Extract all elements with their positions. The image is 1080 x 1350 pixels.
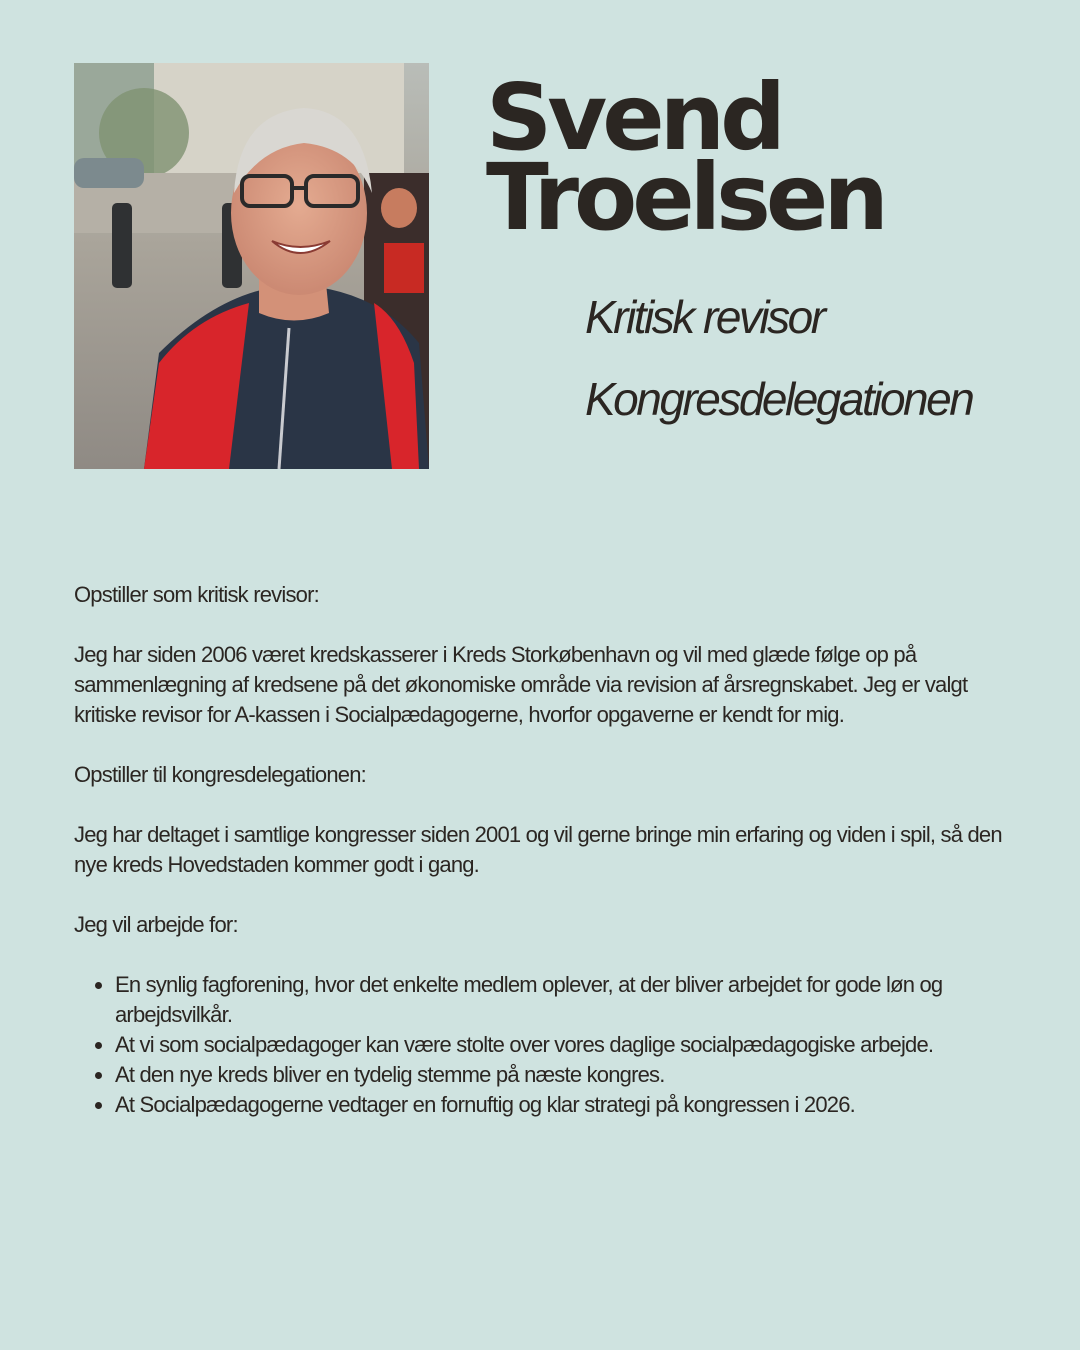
candidate-name xyxy=(486,64,884,251)
candidate-statement xyxy=(74,580,1009,1120)
goal-item: • At den nye kreds bliver en tydelig stemme på næste kongres. xyxy=(115,1060,1009,1090)
heading-kongres: Opstiller til kongresdelegationen: xyxy=(74,762,366,787)
heading-revisor: Opstiller som kritisk revisor: xyxy=(74,582,319,607)
portrait-image xyxy=(74,63,429,469)
roles-list xyxy=(585,288,972,452)
role-kritisk-revisor: Kritisk revisor xyxy=(585,291,824,343)
goal-item: • En synlig fagforening, hvor det enkelte medlem oplever, at der bliver arbejdet for gode løn og arbejdsvilkår. xyxy=(115,970,1009,1030)
profile-photo xyxy=(74,63,429,469)
goal-item: • At vi som socialpædagoger kan være stolte over vores daglige socialpædagogiske arbejde. xyxy=(115,1030,1009,1060)
last-name: Troelsen xyxy=(486,144,884,251)
goals-list xyxy=(74,970,1009,1120)
paragraph-kongres: Jeg har deltaget i samtlige kongresser siden 2001 og vil gerne bringe min erfaring og viden i spil, så den nye kreds Hovedstaden kommer godt i gang. xyxy=(74,822,1002,877)
paragraph-revisor: Jeg har siden 2006 været kredskasserer i Kreds Storkøbenhavn og vil med glæde følge op på sammenlægning af kredsene på det økonomiske område via revision af årsregnskabet. Jeg er valgt kritiske revisor for A-kassen i Socialpædagogerne, hvorfor opgaverne er kendt for mig. xyxy=(74,642,968,727)
heading-goals: Jeg vil arbejde for: xyxy=(74,912,238,937)
role-kongresdelegationen: Kongresdelegationen xyxy=(585,373,973,425)
goal-item: • At Socialpædagogerne vedtager en fornuftig og klar strategi på kongressen i 2026. xyxy=(115,1090,1009,1120)
first-name: Svend xyxy=(486,64,781,171)
